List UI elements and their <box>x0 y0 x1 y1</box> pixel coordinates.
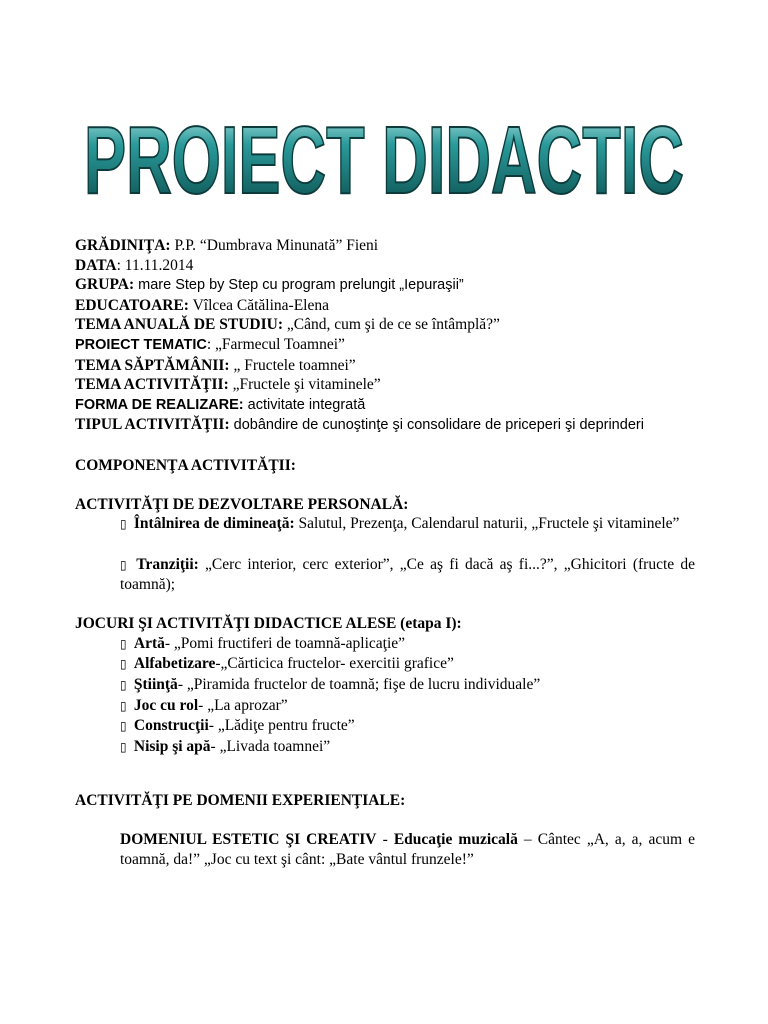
title-banner <box>0 95 768 215</box>
bullet-icon: ▯ <box>120 657 127 672</box>
field-gradinita: GRĂDINIŢA: P.P. “Dumbrava Minunată” Fieni <box>75 237 379 254</box>
bullet-icon: ▯ <box>120 517 127 532</box>
header-fields <box>75 236 695 436</box>
field-proiect-tematic: PROIECT TEMATIC: „Farmecul Toamnei” <box>75 335 345 353</box>
field-tema-saptamanii: TEMA SĂPTĂMÂNII: „ Fructele toamnei” <box>75 356 356 374</box>
field-forma-de-realizare: FORMA DE REALIZARE: activitate integrată <box>75 396 366 413</box>
componenta-heading: COMPONENŢA ACTIVITĂŢII: <box>75 456 296 474</box>
ade-heading: ACTIVITĂŢI PE DOMENII EXPERIENŢIALE: <box>75 792 406 810</box>
list-item: ▯ Construcţii- „Lădiţe pentru fructe” <box>120 716 695 737</box>
field-tema-activitatii: TEMA ACTIVITĂŢII: „Fructele şi vitaminele” <box>75 376 381 394</box>
bullet-icon: ▯ <box>120 739 127 754</box>
field-tema-anuala: TEMA ANUALĂ DE STUDIU: „Când, cum şi de ce se întâmplă?” <box>75 316 500 334</box>
bullet-icon: ▯ <box>120 636 127 651</box>
field-grupa: GRUPA: mare Step by Step cu program prelungit „Iepuraşii” <box>75 276 464 294</box>
jocuri-list <box>75 634 695 758</box>
bullet-icon: ▯ <box>120 698 127 713</box>
bullet-icon: ▯ <box>120 719 127 734</box>
document-title: PROIECT DIDACTIC <box>84 107 684 214</box>
list-item: ▯ Ştiinţă- „Piramida fructelor de toamnă; fişe de lucru individuale” <box>120 675 695 696</box>
field-tipul-activitatii: TIPUL ACTIVITĂŢII: dobândire de cunoştinţe şi consolidare de priceperi şi deprinderi <box>75 416 644 434</box>
list-item: ▯ Alfabetizare-„Cărticica fructelor- exercitii grafice” <box>120 654 695 675</box>
list-item: ▯ Joc cu rol- „La aprozar” <box>120 696 695 717</box>
bullet-icon: ▯ <box>120 678 127 693</box>
adp-item-tranzitii: ▯ Tranziţii: „Cerc interior, cerc exterior”, „Ce aş fi dacă aş fi...?”, „Ghicitori (fructe de toamnă); <box>120 555 696 594</box>
document-title-wordart <box>64 95 704 215</box>
list-item: ▯ Artă- „Pomi fructiferi de toamnă-aplicaţie” <box>120 634 695 655</box>
list-item: ▯ Nisip şi apă- „Livada toamnei” <box>120 737 695 758</box>
ade-domain-estetic: DOMENIUL ESTETIC ŞI CREATIV - Educaţie muzicală – Cântec „A, a, a, acum e toamnă, da!” „Joc cu text şi cânt: „Bate vântul frunzele!” <box>120 831 695 868</box>
adp-item-intalnirea: ▯ Întâlnirea de dimineaţă: Salutul, Prezenţa, Calendarul naturii, „Fructele şi vitaminele” <box>75 514 695 535</box>
bullet-icon: ▯ <box>120 557 127 572</box>
document-body <box>75 236 695 869</box>
jocuri-heading: JOCURI ŞI ACTIVITĂŢI DIDACTICE ALESE (etapa I): <box>75 615 462 633</box>
adp-heading: ACTIVITĂŢI DE DEZVOLTARE PERSONALĂ: <box>75 495 409 513</box>
field-educatoare: EDUCATOARE: Vîlcea Cătălina-Elena <box>75 296 329 314</box>
field-data: DATA: 11.11.2014 <box>75 256 194 274</box>
